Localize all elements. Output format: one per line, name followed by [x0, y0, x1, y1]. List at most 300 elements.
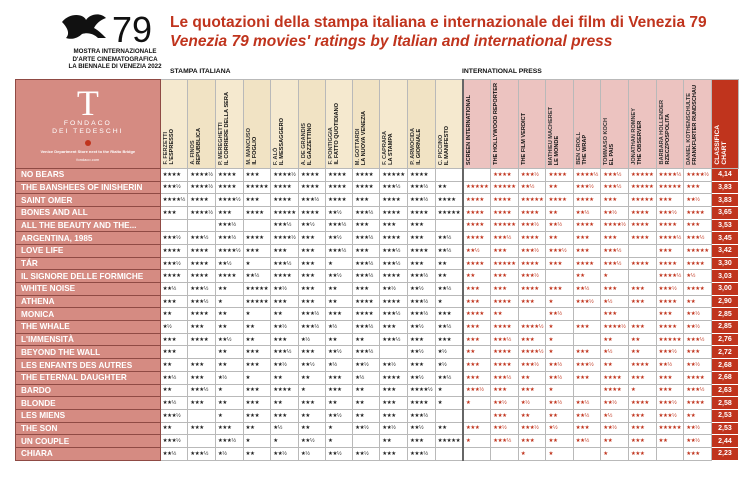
rating-cell [435, 168, 463, 181]
rating-cell: ★★★½ [601, 244, 629, 257]
rating-cell: ★ [243, 308, 271, 321]
rating-cell: ★ [546, 295, 573, 308]
critic-name: F. FERZETTI [162, 132, 169, 165]
rating-cell: ★ [243, 435, 271, 448]
rating-cell: ★★★½ [188, 384, 216, 397]
rating-cell: ★★★½ [188, 232, 216, 245]
rating-cell: ★★½ [463, 244, 491, 257]
rating-cell: ★★★★ [573, 219, 601, 232]
table-row [16, 447, 739, 460]
rating-cell: ★★½ [435, 371, 463, 384]
rating-cell: ★★★★ [160, 168, 188, 181]
rating-cell: ★★★½ [298, 308, 325, 321]
rating-cell: ★★★★½ [684, 168, 712, 181]
rating-cell: ★½ [684, 270, 712, 283]
rating-cell: ★★★ [243, 384, 271, 397]
rating-cell: ★★½ [573, 397, 601, 410]
rating-cell: ★★½ [518, 181, 546, 194]
rating-cell: ★★★★ [491, 295, 519, 308]
rating-cell: ★ [546, 321, 573, 334]
column-header-15 [546, 80, 573, 169]
rating-cell: ★★★ [271, 333, 299, 346]
page-title-block [170, 13, 707, 51]
rating-cell: ★★★½ [573, 181, 601, 194]
rating-cell: ★★★★ [628, 206, 656, 219]
rating-cell: ★★★½ [656, 409, 684, 422]
rating-cell: ★★★★ [463, 219, 491, 232]
rating-cell: ★★★ [188, 422, 216, 435]
rating-cell: ★ [601, 447, 629, 460]
rating-cell: ★★★½ [601, 168, 629, 181]
rating-cell: ★★★½ [160, 181, 188, 194]
chart-score: 3,03 [711, 270, 738, 283]
rating-cell: ★★★½ [601, 181, 629, 194]
rating-cell [463, 409, 491, 422]
rating-cell [573, 447, 601, 460]
film-title: THE BANSHEES OF INISHERIN [16, 181, 161, 194]
sponsor-url[interactable]: fondaco.com [76, 157, 100, 162]
column-header-18 [628, 80, 656, 169]
rating-cell: ★★★ [491, 270, 519, 283]
rating-cell: ★★★½ [380, 308, 408, 321]
rating-cell: ★★★★ [601, 384, 629, 397]
rating-cell: ★★★ [243, 194, 271, 207]
rating-cell: ★★★ [518, 384, 546, 397]
chart-score: 2,68 [711, 359, 738, 372]
film-title: ARGENTINA, 1985 [16, 232, 161, 245]
rating-cell: ★★ [518, 371, 546, 384]
rating-cell: ★★½ [160, 283, 188, 296]
outlet-name: IL CORRIERE DELLA SERA [224, 91, 231, 165]
rating-cell: ★★★ [628, 422, 656, 435]
column-header-20 [684, 80, 712, 169]
rating-cell: ★★★ [298, 397, 325, 410]
logo-line-1: MOSTRA INTERNAZIONALE [73, 48, 157, 55]
column-header-7 [326, 80, 353, 169]
rating-cell: ★★★ [491, 384, 519, 397]
rating-cell: ★★★½ [491, 232, 519, 245]
rating-cell: ★★★★ [215, 181, 243, 194]
rating-cell: ★★★★ [518, 257, 546, 270]
outlet-name: THE HOLLYWOOD REPORTER [493, 83, 500, 165]
table-row [16, 359, 739, 372]
rating-cell: ★★★★ [491, 206, 519, 219]
rating-cell: ★★★½ [656, 283, 684, 296]
rating-cell: ★ [271, 435, 299, 448]
rating-cell: ★★★★★ [628, 168, 656, 181]
rating-cell: ★★★½ [353, 270, 380, 283]
rating-cell: ★★★ [298, 270, 325, 283]
rating-cell: ★★★ [573, 321, 601, 334]
rating-cell [160, 219, 188, 232]
critic-name: P. MEREGHETTI [217, 122, 224, 165]
rating-cell: ★★★½ [656, 346, 684, 359]
winged-lion-icon [50, 8, 170, 48]
rating-cell: ★★★ [188, 371, 216, 384]
rating-cell [463, 168, 491, 181]
chart-score: 2,58 [711, 397, 738, 410]
rating-cell: ★★★★ [353, 181, 380, 194]
rating-cell: ★★½ [215, 333, 243, 346]
rating-cell [656, 447, 684, 460]
rating-cell: ★★★½ [353, 232, 380, 245]
outlet-name: IL MESSAGGERO [279, 117, 286, 165]
rating-cell: ★★★½ [326, 219, 353, 232]
chart-score: 4,14 [711, 168, 738, 181]
header-row [16, 80, 739, 169]
rating-cell [188, 346, 216, 359]
rating-cell: ★ [546, 333, 573, 346]
rating-cell: ★★ [243, 321, 271, 334]
rating-cell: ★★★ [491, 409, 519, 422]
chart-score: 3,83 [711, 194, 738, 207]
rating-cell: ★★★★ [407, 397, 435, 410]
rating-cell: ★★½ [326, 447, 353, 460]
rating-cell: ★★★★½ [518, 346, 546, 359]
rating-cell: ★★½ [573, 409, 601, 422]
rating-cell: ★★ [215, 359, 243, 372]
rating-cell: ★★★ [380, 219, 408, 232]
rating-cell: ★ [326, 435, 353, 448]
rating-cell: ★★★★ [271, 194, 299, 207]
rating-cell: ★★★★ [546, 168, 573, 181]
rating-cell: ★★½ [435, 283, 463, 296]
rating-cell: ★★★ [435, 308, 463, 321]
rating-cell: ★★★★½ [656, 232, 684, 245]
column-header-2 [188, 80, 216, 169]
rating-cell: ★★★★ [573, 194, 601, 207]
rating-cell: ★★★★ [188, 308, 216, 321]
rating-cell: ★★ [435, 181, 463, 194]
rating-cell: ★★★★ [188, 194, 216, 207]
rating-cell: ★★★ [656, 371, 684, 384]
rating-cell: ★★★★ [380, 295, 408, 308]
rating-cell: ★★★ [628, 371, 656, 384]
chart-score: 3,42 [711, 244, 738, 257]
section-label-international: INTERNATIONAL PRESS [462, 68, 542, 75]
rating-cell: ★★★★ [628, 257, 656, 270]
rating-cell: ★★★★ [353, 168, 380, 181]
rating-cell: ★★★ [353, 219, 380, 232]
critic-name: M. MANCUSO [245, 128, 252, 165]
rating-cell: ★★ [353, 333, 380, 346]
film-title: IL SIGNORE DELLE FORMICHE [16, 270, 161, 283]
rating-cell: ★★½ [326, 232, 353, 245]
chart-score: 2,68 [711, 371, 738, 384]
rating-cell: ★½ [353, 371, 380, 384]
rating-cell: ★★★★ [407, 206, 435, 219]
chart-header-line1: CLASSIFICA [713, 125, 721, 165]
rating-cell: ★★★★ [353, 308, 380, 321]
outlet-name: IL GIORNALE [416, 128, 423, 165]
rating-cell: ★ [215, 409, 243, 422]
rating-cell: ★★★½ [518, 359, 546, 372]
critic-name: MATHIEU MACHERET [548, 106, 555, 165]
table-row [16, 270, 739, 283]
rating-cell: ★★★★ [407, 168, 435, 181]
rating-cell: ★★½ [298, 435, 325, 448]
rating-cell: ★★★★½ [188, 206, 216, 219]
rating-cell [573, 384, 601, 397]
rating-cell: ★★★★ [491, 359, 519, 372]
rating-cell: ★★★½ [215, 219, 243, 232]
rating-cell: ★★★ [628, 283, 656, 296]
rating-cell: ★½ [435, 346, 463, 359]
rating-cell: ★ [215, 295, 243, 308]
rating-cell: ★★★½ [188, 295, 216, 308]
rating-cell: ★★½ [271, 359, 299, 372]
chart-score: 2,76 [711, 333, 738, 346]
rating-cell: ★★★ [684, 181, 712, 194]
sponsor-panel [16, 80, 161, 169]
rating-cell: ★★★★ [271, 181, 299, 194]
rating-cell: ★★★ [601, 308, 629, 321]
chart-score: 3,53 [711, 219, 738, 232]
rating-cell: ★★★ [601, 194, 629, 207]
rating-cell: ★★★ [573, 244, 601, 257]
film-title: WHITE NOISE [16, 283, 161, 296]
rating-cell: ★★½ [353, 422, 380, 435]
rating-cell: ★½ [160, 321, 188, 334]
rating-cell: ★★★ [380, 397, 408, 410]
rating-cell: ★★★★ [518, 283, 546, 296]
table-row [16, 409, 739, 422]
rating-cell: ★ [601, 270, 629, 283]
column-header-5 [271, 80, 299, 169]
ratings-table [15, 79, 739, 461]
rating-cell: ★★★★ [435, 194, 463, 207]
rating-cell: ★★★★ [518, 206, 546, 219]
rating-cell [573, 333, 601, 346]
rating-cell: ★★★★ [628, 359, 656, 372]
rating-cell: ★★★★ [188, 244, 216, 257]
rating-cell: ★★★½ [271, 346, 299, 359]
chart-column-header [711, 80, 738, 169]
critic-name: M. GOTTARDI [355, 128, 362, 165]
rating-cell: ★★½ [353, 359, 380, 372]
rating-cell: ★★★ [160, 333, 188, 346]
rating-cell: ★★★½ [188, 283, 216, 296]
film-title: SAINT OMER [16, 194, 161, 207]
rating-cell: ★★★★ [684, 206, 712, 219]
logo-line-2: D'ARTE CINEMATOGRAFICA [72, 55, 158, 63]
rating-cell: ★★★ [160, 295, 188, 308]
rating-cell: ★★★ [188, 321, 216, 334]
table-row [16, 206, 739, 219]
rating-cell: ★★★★ [160, 270, 188, 283]
rating-cell: ★★★ [243, 168, 271, 181]
rating-cell [463, 447, 491, 460]
rating-cell: ★★★ [380, 321, 408, 334]
rating-cell: ★★★★ [628, 232, 656, 245]
rating-cell: ★½ [601, 409, 629, 422]
rating-cell: ★★★ [298, 257, 325, 270]
rating-cell: ★★ [546, 435, 573, 448]
outlet-name: L'ESPRESSO [168, 129, 175, 165]
rating-cell: ★★★★ [573, 257, 601, 270]
rating-cell: ★★★ [628, 447, 656, 460]
rating-cell [435, 409, 463, 422]
rating-cell: ★★★ [407, 219, 435, 232]
rating-cell: ★★½ [684, 435, 712, 448]
rating-cell: ★★★ [656, 308, 684, 321]
outlet-name: IL FOGLIO [251, 136, 258, 165]
table-row [16, 435, 739, 448]
rating-cell: ★★★★ [380, 270, 408, 283]
rating-cell: ★★ [298, 409, 325, 422]
critic-name: A. DE GRANDIS [300, 122, 307, 165]
rating-cell: ★★★ [243, 346, 271, 359]
rating-cell [380, 346, 408, 359]
rating-cell: ★★★★ [491, 168, 519, 181]
rating-cell: ★★½ [243, 270, 271, 283]
column-header-13 [491, 80, 519, 169]
rating-cell: ★★★★ [656, 321, 684, 334]
table-row [16, 295, 739, 308]
rating-cell: ★ [628, 384, 656, 397]
rating-cell: ★★★ [628, 295, 656, 308]
chart-score: 2,90 [711, 295, 738, 308]
rating-cell: ★★★★ [243, 232, 271, 245]
rating-cell: ★★★★½ [271, 232, 299, 245]
critic-name: TOMMASO KOCH [603, 117, 610, 165]
rating-cell [188, 409, 216, 422]
rating-cell: ★★★ [271, 409, 299, 422]
rating-cell: ★★★½ [407, 270, 435, 283]
film-title: ALL THE BEAUTY AND THE... [16, 219, 161, 232]
rating-cell: ★★ [326, 333, 353, 346]
rating-cell: ★★★½ [353, 321, 380, 334]
chart-header-line2: CHART [721, 141, 729, 165]
rating-cell: ★★★½ [684, 384, 712, 397]
sponsor-name-2: DEI TEDESCHI [52, 128, 124, 135]
rating-cell: ★★★½ [160, 232, 188, 245]
rating-cell: ★★★★ [380, 232, 408, 245]
outlet-name: IL MANIFESTO [443, 125, 450, 165]
rating-cell: ★★ [546, 206, 573, 219]
rating-cell: ★★★½ [326, 244, 353, 257]
rating-cell: ★★★★ [491, 346, 519, 359]
rating-cell: ★★★½ [573, 359, 601, 372]
rating-cell: ★ [546, 346, 573, 359]
outlet-name: REPUBBLICA [196, 128, 203, 165]
rating-cell: ★★ [160, 384, 188, 397]
rating-cell: ★★★★ [656, 257, 684, 270]
rating-cell: ★★★ [243, 244, 271, 257]
rating-cell: ★ [463, 397, 491, 410]
column-header-17 [601, 80, 629, 169]
rating-cell: ★★★½ [380, 181, 408, 194]
rating-cell: ★★★★ [518, 232, 546, 245]
rating-cell: ★★★ [463, 321, 491, 334]
rating-cell: ★★½ [407, 283, 435, 296]
table-row [16, 371, 739, 384]
outlet-name: THE WRAP [581, 135, 588, 165]
outlet-name: EL PAIS [609, 143, 616, 165]
rating-cell: ★★★½ [215, 435, 243, 448]
rating-cell: ★★★★ [463, 232, 491, 245]
rating-cell: ★★★★ [546, 194, 573, 207]
film-title: L'IMMENSITÀ [16, 333, 161, 346]
rating-cell: ★★ [684, 295, 712, 308]
rating-cell: ★★★★½ [601, 219, 629, 232]
rating-cell: ★★ [435, 257, 463, 270]
rating-cell: ★★★ [326, 371, 353, 384]
rating-cell: ★★½ [271, 283, 299, 296]
rating-cell: ★★ [656, 435, 684, 448]
rating-cell: ★★★ [546, 283, 573, 296]
film-title: MONICA [16, 308, 161, 321]
rating-cell: ★★½ [601, 422, 629, 435]
rating-cell: ★★★½ [271, 257, 299, 270]
rating-cell: ★★★ [353, 244, 380, 257]
critic-name: BARBARA HOLLENDER [658, 100, 665, 165]
rating-cell: ★★★★ [601, 371, 629, 384]
rating-cell: ★★★★★ [271, 206, 299, 219]
table-row [16, 244, 739, 257]
rating-cell: ★½ [601, 346, 629, 359]
rating-cell: ★★★★½ [573, 168, 601, 181]
rating-cell: ★½ [518, 397, 546, 410]
outlet-name: SCREEN INTERNATIONAL [465, 94, 472, 165]
rating-cell: ★★½ [326, 206, 353, 219]
rating-cell: ★★★½ [684, 232, 712, 245]
column-header-3 [215, 80, 243, 169]
chart-score: 3,00 [711, 283, 738, 296]
rating-cell: ★★½ [684, 321, 712, 334]
rating-cell: ★★★ [546, 257, 573, 270]
column-header-6 [298, 80, 325, 169]
rating-cell: ★½ [435, 359, 463, 372]
rating-cell: ★★★★★ [491, 219, 519, 232]
chart-score: 2,53 [711, 409, 738, 422]
sponsor-badge-icon [85, 140, 91, 146]
rating-cell: ★★★★ [463, 308, 491, 321]
rating-cell: ★★½ [380, 359, 408, 372]
rating-cell: ★★★½ [518, 270, 546, 283]
film-title: LOVE LIFE [16, 244, 161, 257]
rating-cell: ★★★★½ [160, 194, 188, 207]
rating-cell: ★★★★ [160, 244, 188, 257]
rating-cell: ★★★½ [491, 333, 519, 346]
table-row [16, 321, 739, 334]
rating-cell: ★★ [215, 283, 243, 296]
page-title: Le quotazioni della stampa italiana e internazionale dei film di Venezia 79 [170, 14, 707, 31]
rating-cell: ★★★★½ [188, 168, 216, 181]
chart-score: 2,72 [711, 346, 738, 359]
rating-cell: ★★★½ [380, 333, 408, 346]
rating-cell: ★★★★ [684, 283, 712, 296]
chart-score: 2,85 [711, 321, 738, 334]
rating-cell: ★★½ [684, 308, 712, 321]
rating-cell: ★½ [546, 422, 573, 435]
table-row [16, 397, 739, 410]
critic-name: JONATHAN ROMNEY [630, 108, 637, 165]
rating-cell: ★★★★½ [656, 270, 684, 283]
rating-cell: ★★★½ [353, 206, 380, 219]
chart-score: 3,30 [711, 257, 738, 270]
rating-cell: ★★½ [546, 397, 573, 410]
rating-cell: ★ [518, 447, 546, 460]
rating-cell: ★★★½ [407, 409, 435, 422]
section-label-italian: STAMPA ITALIANA [170, 68, 231, 75]
rating-cell: ★★½ [435, 244, 463, 257]
rating-cell: ★★★★★ [243, 283, 271, 296]
outlet-name: IL FATTO QUOTIDIANO [334, 103, 341, 165]
rating-cell: ★★★ [380, 409, 408, 422]
rating-cell: ★★★ [380, 384, 408, 397]
rating-cell: ★★★★ [656, 295, 684, 308]
